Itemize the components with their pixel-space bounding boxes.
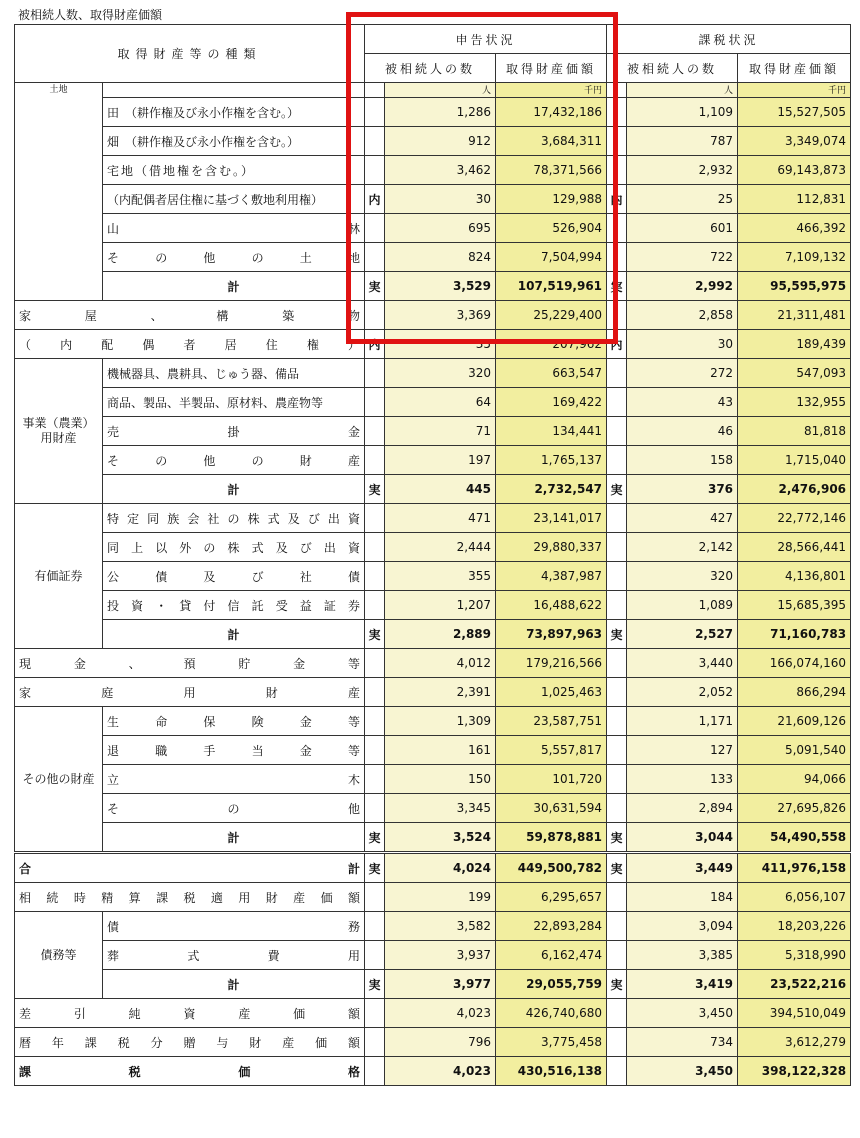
kazei-value: 22,772,146 xyxy=(738,504,851,533)
shinkoku-value: 17,432,186 xyxy=(496,98,607,127)
shinkoku-count: 4,023 xyxy=(385,1057,496,1086)
mark-empty xyxy=(365,359,385,388)
shinkoku-value: 6,162,474 xyxy=(496,941,607,970)
shinkoku-value: 4,387,987 xyxy=(496,562,607,591)
shinkoku-value: 526,904 xyxy=(496,214,607,243)
shinkoku-value: 207,962 xyxy=(496,330,607,359)
row-label-dojo: 同上以外の株式及び出資 xyxy=(103,533,365,562)
unit-yen-2: 千円 xyxy=(738,83,851,98)
mark-jitsu: 実 xyxy=(607,823,627,853)
shinkoku-value: 169,422 xyxy=(496,388,607,417)
shinkoku-value: 23,141,017 xyxy=(496,504,607,533)
header-count-2: 被相続人の数 xyxy=(607,54,738,83)
row-label-seisan: 相続時精算課税適用財産価額 xyxy=(15,883,365,912)
kazei-count: 376 xyxy=(627,475,738,504)
mark-uchi: 内 xyxy=(607,330,627,359)
table-title: 被相続人数、取得財産価額 xyxy=(18,8,163,22)
header-kind: 取得財産等の種類 xyxy=(15,25,365,83)
mark-empty xyxy=(365,1057,385,1086)
kazei-count: 184 xyxy=(627,883,738,912)
kazei-count: 2,858 xyxy=(627,301,738,330)
table-row xyxy=(15,853,851,883)
row-label-oth_total: 計 xyxy=(103,823,365,853)
shinkoku-count: 3,529 xyxy=(385,272,496,301)
kazei-count: 3,044 xyxy=(627,823,738,853)
kazei-value: 21,311,481 xyxy=(738,301,851,330)
mark-uchi: 内 xyxy=(365,185,385,214)
header-value: 取得財産価額 xyxy=(496,54,607,83)
kazei-count: 127 xyxy=(627,736,738,765)
table-row xyxy=(15,970,851,999)
table-row xyxy=(15,941,851,970)
kazei-value: 866,294 xyxy=(738,678,851,707)
row-label-rekinen: 暦年課税分贈与財産価額 xyxy=(15,1028,365,1057)
kazei-value: 3,612,279 xyxy=(738,1028,851,1057)
shinkoku-count: 35 xyxy=(385,330,496,359)
kazei-value: 94,066 xyxy=(738,765,851,794)
row-label-kazei: 課税価格 xyxy=(15,1057,365,1086)
shinkoku-count: 1,286 xyxy=(385,98,496,127)
kazei-value: 189,439 xyxy=(738,330,851,359)
shinkoku-count: 1,207 xyxy=(385,591,496,620)
mark-empty xyxy=(607,417,627,446)
mark-empty xyxy=(607,591,627,620)
mark-uchi: 内 xyxy=(365,330,385,359)
kazei-value: 15,685,395 xyxy=(738,591,851,620)
mark-empty xyxy=(607,504,627,533)
row-label-saimu: 債務 xyxy=(103,912,365,941)
kazei-value: 21,609,126 xyxy=(738,707,851,736)
shinkoku-count: 3,462 xyxy=(385,156,496,185)
shinkoku-count: 320 xyxy=(385,359,496,388)
shinkoku-value: 1,025,463 xyxy=(496,678,607,707)
shinkoku-count: 3,524 xyxy=(385,823,496,853)
mark-empty xyxy=(607,649,627,678)
mark-empty xyxy=(607,912,627,941)
kazei-value: 394,510,049 xyxy=(738,999,851,1028)
table-row xyxy=(15,678,851,707)
table-row xyxy=(15,359,851,388)
table-row xyxy=(15,765,851,794)
header-value-2: 取得財産価額 xyxy=(738,54,851,83)
row-label-sec_total: 計 xyxy=(103,620,365,649)
row-label-kousai: 公債及び社債 xyxy=(103,562,365,591)
mark-empty xyxy=(607,999,627,1028)
mark-empty xyxy=(365,999,385,1028)
table-row xyxy=(15,794,851,823)
mark-jitsu: 実 xyxy=(365,475,385,504)
highlight-box xyxy=(346,12,618,344)
shinkoku-value: 134,441 xyxy=(496,417,607,446)
kazei-value: 112,831 xyxy=(738,185,851,214)
shinkoku-value: 3,684,311 xyxy=(496,127,607,156)
mark-empty xyxy=(365,678,385,707)
row-label-biz_total: 計 xyxy=(103,475,365,504)
mark-jitsu: 実 xyxy=(607,970,627,999)
unit-person: 人 xyxy=(385,83,496,98)
shinkoku-count: 199 xyxy=(385,883,496,912)
row-label-haigusha_shikichi: （内配偶者居住権に基づく敷地利用権） xyxy=(103,185,365,214)
mark-empty xyxy=(365,883,385,912)
mark-empty xyxy=(607,765,627,794)
shinkoku-count: 4,024 xyxy=(385,853,496,883)
mark-empty xyxy=(607,678,627,707)
mark-empty xyxy=(607,794,627,823)
mark-empty xyxy=(607,1028,627,1057)
table-row xyxy=(15,417,851,446)
table-row xyxy=(15,446,851,475)
kazei-count: 1,089 xyxy=(627,591,738,620)
table-row xyxy=(15,1057,851,1086)
shinkoku-value: 3,775,458 xyxy=(496,1028,607,1057)
mark-empty xyxy=(607,941,627,970)
kazei-value: 398,122,328 xyxy=(738,1057,851,1086)
mark-jitsu: 実 xyxy=(365,272,385,301)
shinkoku-value: 101,720 xyxy=(496,765,607,794)
kazei-value: 5,091,540 xyxy=(738,736,851,765)
mark-empty xyxy=(607,533,627,562)
table-row xyxy=(15,736,851,765)
table-row xyxy=(15,562,851,591)
mark-jitsu: 実 xyxy=(607,620,627,649)
kazei-value: 2,476,906 xyxy=(738,475,851,504)
shinkoku-value: 663,547 xyxy=(496,359,607,388)
table-row xyxy=(15,591,851,620)
kazei-value: 3,349,074 xyxy=(738,127,851,156)
row-label-kikai: 機械器具、農耕具、じゅう器、備品 xyxy=(103,359,365,388)
mark-jitsu: 実 xyxy=(607,853,627,883)
mark-empty xyxy=(365,912,385,941)
mark-empty xyxy=(365,591,385,620)
shinkoku-value: 6,295,657 xyxy=(496,883,607,912)
kazei-count: 3,419 xyxy=(627,970,738,999)
mark-empty xyxy=(365,1028,385,1057)
table-row xyxy=(15,620,851,649)
kazei-count: 2,527 xyxy=(627,620,738,649)
mark-empty xyxy=(607,707,627,736)
kazei-value: 166,074,160 xyxy=(738,649,851,678)
shinkoku-value: 426,740,680 xyxy=(496,999,607,1028)
mark-empty xyxy=(365,533,385,562)
row-label-soushiki: 葬式費用 xyxy=(103,941,365,970)
kazei-value: 81,818 xyxy=(738,417,851,446)
kazei-count: 272 xyxy=(627,359,738,388)
kazei-value: 4,136,801 xyxy=(738,562,851,591)
kazei-value: 411,976,158 xyxy=(738,853,851,883)
row-label-sonota: その他 xyxy=(103,794,365,823)
kazei-count: 25 xyxy=(627,185,738,214)
kazei-count: 158 xyxy=(627,446,738,475)
kazei-value: 547,093 xyxy=(738,359,851,388)
kazei-value: 466,392 xyxy=(738,214,851,243)
mark-empty xyxy=(365,417,385,446)
kazei-count: 2,894 xyxy=(627,794,738,823)
table-row xyxy=(15,999,851,1028)
shinkoku-count: 2,391 xyxy=(385,678,496,707)
shinkoku-value: 30,631,594 xyxy=(496,794,607,823)
kazei-value: 7,109,132 xyxy=(738,243,851,272)
row-label-debt_total: 計 xyxy=(103,970,365,999)
mark-empty xyxy=(365,794,385,823)
shinkoku-count: 150 xyxy=(385,765,496,794)
shinkoku-value: 179,216,566 xyxy=(496,649,607,678)
shinkoku-value: 5,557,817 xyxy=(496,736,607,765)
row-label-seimei: 生命保険金等 xyxy=(103,707,365,736)
kazei-count: 43 xyxy=(627,388,738,417)
kazei-count: 1,109 xyxy=(627,98,738,127)
mark-empty xyxy=(607,562,627,591)
kazei-count: 2,992 xyxy=(627,272,738,301)
shinkoku-count: 3,582 xyxy=(385,912,496,941)
kazei-value: 6,056,107 xyxy=(738,883,851,912)
group-other: その他の財産 xyxy=(15,707,103,853)
mark-empty xyxy=(607,446,627,475)
kazei-count: 722 xyxy=(627,243,738,272)
shinkoku-value: 1,765,137 xyxy=(496,446,607,475)
mark-jitsu: 実 xyxy=(607,272,627,301)
row-label-katei: 家庭用財産 xyxy=(15,678,365,707)
shinkoku-count: 30 xyxy=(385,185,496,214)
kazei-count: 46 xyxy=(627,417,738,446)
shinkoku-value: 23,587,751 xyxy=(496,707,607,736)
shinkoku-count: 355 xyxy=(385,562,496,591)
shinkoku-count: 824 xyxy=(385,243,496,272)
row-label-biz_other: その他の財産 xyxy=(103,446,365,475)
mark-jitsu: 実 xyxy=(365,620,385,649)
shinkoku-value: 430,516,138 xyxy=(496,1057,607,1086)
mark-empty xyxy=(607,359,627,388)
row-label-hata: 畑 （耕作権及び永小作権を含む。） xyxy=(103,127,365,156)
shinkoku-count: 64 xyxy=(385,388,496,417)
shinkoku-value: 129,988 xyxy=(496,185,607,214)
mark-jitsu: 実 xyxy=(607,475,627,504)
kazei-value: 71,160,783 xyxy=(738,620,851,649)
kazei-count: 3,094 xyxy=(627,912,738,941)
row-label-genkin: 現金、預貯金等 xyxy=(15,649,365,678)
group-debts: 債務等 xyxy=(15,912,103,999)
kazei-value: 69,143,873 xyxy=(738,156,851,185)
kazei-count: 133 xyxy=(627,765,738,794)
mark-empty xyxy=(365,941,385,970)
kazei-value: 95,595,975 xyxy=(738,272,851,301)
row-label-haigusha: （内配偶者居住権） xyxy=(15,330,365,359)
shinkoku-count: 3,345 xyxy=(385,794,496,823)
kazei-count: 734 xyxy=(627,1028,738,1057)
shinkoku-value: 2,732,547 xyxy=(496,475,607,504)
row-label-takuchi: 宅地（借地権を含む。） xyxy=(103,156,365,185)
shinkoku-count: 695 xyxy=(385,214,496,243)
table-row xyxy=(15,823,851,853)
unit-yen: 千円 xyxy=(496,83,607,98)
kazei-count: 2,052 xyxy=(627,678,738,707)
kazei-value: 132,955 xyxy=(738,388,851,417)
shinkoku-value: 29,880,337 xyxy=(496,533,607,562)
row-label-toushi: 投資・貸付信託受益証券 xyxy=(103,591,365,620)
kazei-count: 3,440 xyxy=(627,649,738,678)
mark-jitsu: 実 xyxy=(365,853,385,883)
row-label-ryuboku: 立木 xyxy=(103,765,365,794)
header-count: 被相続人の数 xyxy=(365,54,496,83)
shinkoku-count: 2,889 xyxy=(385,620,496,649)
shinkoku-count: 3,977 xyxy=(385,970,496,999)
shinkoku-count: 71 xyxy=(385,417,496,446)
kazei-count: 1,171 xyxy=(627,707,738,736)
group-securities: 有価証券 xyxy=(15,504,103,649)
shinkoku-value: 59,878,881 xyxy=(496,823,607,853)
kazei-value: 28,566,441 xyxy=(738,533,851,562)
shinkoku-count: 4,023 xyxy=(385,999,496,1028)
kazei-value: 5,318,990 xyxy=(738,941,851,970)
shinkoku-count: 4,012 xyxy=(385,649,496,678)
mark-uchi: 内 xyxy=(607,185,627,214)
mark-empty xyxy=(365,562,385,591)
shinkoku-value: 449,500,782 xyxy=(496,853,607,883)
kazei-count: 30 xyxy=(627,330,738,359)
mark-empty xyxy=(365,388,385,417)
row-label-shohin: 商品、製品、半製品、原材料、農産物等 xyxy=(103,388,365,417)
kazei-count: 3,449 xyxy=(627,853,738,883)
table-row xyxy=(15,504,851,533)
row-label-tokutei: 特定同族会社の株式及び出資 xyxy=(103,504,365,533)
unit-person-2: 人 xyxy=(627,83,738,98)
shinkoku-count: 471 xyxy=(385,504,496,533)
shinkoku-value: 78,371,566 xyxy=(496,156,607,185)
shinkoku-count: 197 xyxy=(385,446,496,475)
kazei-value: 18,203,226 xyxy=(738,912,851,941)
shinkoku-value: 29,055,759 xyxy=(496,970,607,999)
table-row xyxy=(15,883,851,912)
row-label-grand: 合計 xyxy=(15,853,365,883)
row-label-kaoku: 家屋、構築物 xyxy=(15,301,365,330)
mark-empty xyxy=(365,446,385,475)
row-label-land_total: 計 xyxy=(103,272,365,301)
mark-empty xyxy=(607,1057,627,1086)
mark-empty xyxy=(365,649,385,678)
kazei-value: 15,527,505 xyxy=(738,98,851,127)
shinkoku-count: 3,369 xyxy=(385,301,496,330)
table-row xyxy=(15,533,851,562)
shinkoku-count: 912 xyxy=(385,127,496,156)
kazei-count: 3,385 xyxy=(627,941,738,970)
table-row xyxy=(15,649,851,678)
shinkoku-value: 107,519,961 xyxy=(496,272,607,301)
mark-jitsu: 実 xyxy=(365,970,385,999)
kazei-count: 427 xyxy=(627,504,738,533)
header-shinkoku: 申告状況 xyxy=(365,25,607,54)
shinkoku-count: 796 xyxy=(385,1028,496,1057)
kazei-count: 3,450 xyxy=(627,1057,738,1086)
row-label-urikake: 売掛金 xyxy=(103,417,365,446)
mark-jitsu: 実 xyxy=(365,823,385,853)
kazei-count: 2,142 xyxy=(627,533,738,562)
table-row xyxy=(15,912,851,941)
kazei-count: 601 xyxy=(627,214,738,243)
row-label-sanrin: 山林 xyxy=(103,214,365,243)
row-label-ta: 田 （耕作権及び永小作権を含む。） xyxy=(103,98,365,127)
shinkoku-value: 22,893,284 xyxy=(496,912,607,941)
shinkoku-count: 445 xyxy=(385,475,496,504)
shinkoku-count: 3,937 xyxy=(385,941,496,970)
table-row xyxy=(15,707,851,736)
kazei-value: 1,715,040 xyxy=(738,446,851,475)
kazei-value: 27,695,826 xyxy=(738,794,851,823)
mark-empty xyxy=(607,883,627,912)
kazei-count: 2,932 xyxy=(627,156,738,185)
mark-empty xyxy=(607,736,627,765)
kazei-value: 54,490,558 xyxy=(738,823,851,853)
table-row xyxy=(15,1028,851,1057)
group-business: 事業（農業）用財産 xyxy=(15,359,103,504)
header-kazei: 課税状況 xyxy=(607,25,851,54)
row-label-sashihiki: 差引純資産価額 xyxy=(15,999,365,1028)
shinkoku-value: 16,488,622 xyxy=(496,591,607,620)
row-label-taishoku: 退職手当金等 xyxy=(103,736,365,765)
kazei-count: 787 xyxy=(627,127,738,156)
mark-empty xyxy=(365,765,385,794)
mark-empty xyxy=(365,736,385,765)
table-row xyxy=(15,475,851,504)
mark-empty xyxy=(365,707,385,736)
kazei-count: 3,450 xyxy=(627,999,738,1028)
shinkoku-value: 73,897,963 xyxy=(496,620,607,649)
shinkoku-count: 161 xyxy=(385,736,496,765)
kazei-value: 23,522,216 xyxy=(738,970,851,999)
group-land: 土地 xyxy=(15,83,103,301)
shinkoku-count: 2,444 xyxy=(385,533,496,562)
mark-empty xyxy=(607,388,627,417)
kazei-count: 320 xyxy=(627,562,738,591)
table-row xyxy=(15,388,851,417)
shinkoku-value: 25,229,400 xyxy=(496,301,607,330)
row-label-land_other: その他の土地 xyxy=(103,243,365,272)
mark-empty xyxy=(365,504,385,533)
shinkoku-count: 1,309 xyxy=(385,707,496,736)
shinkoku-value: 7,504,994 xyxy=(496,243,607,272)
